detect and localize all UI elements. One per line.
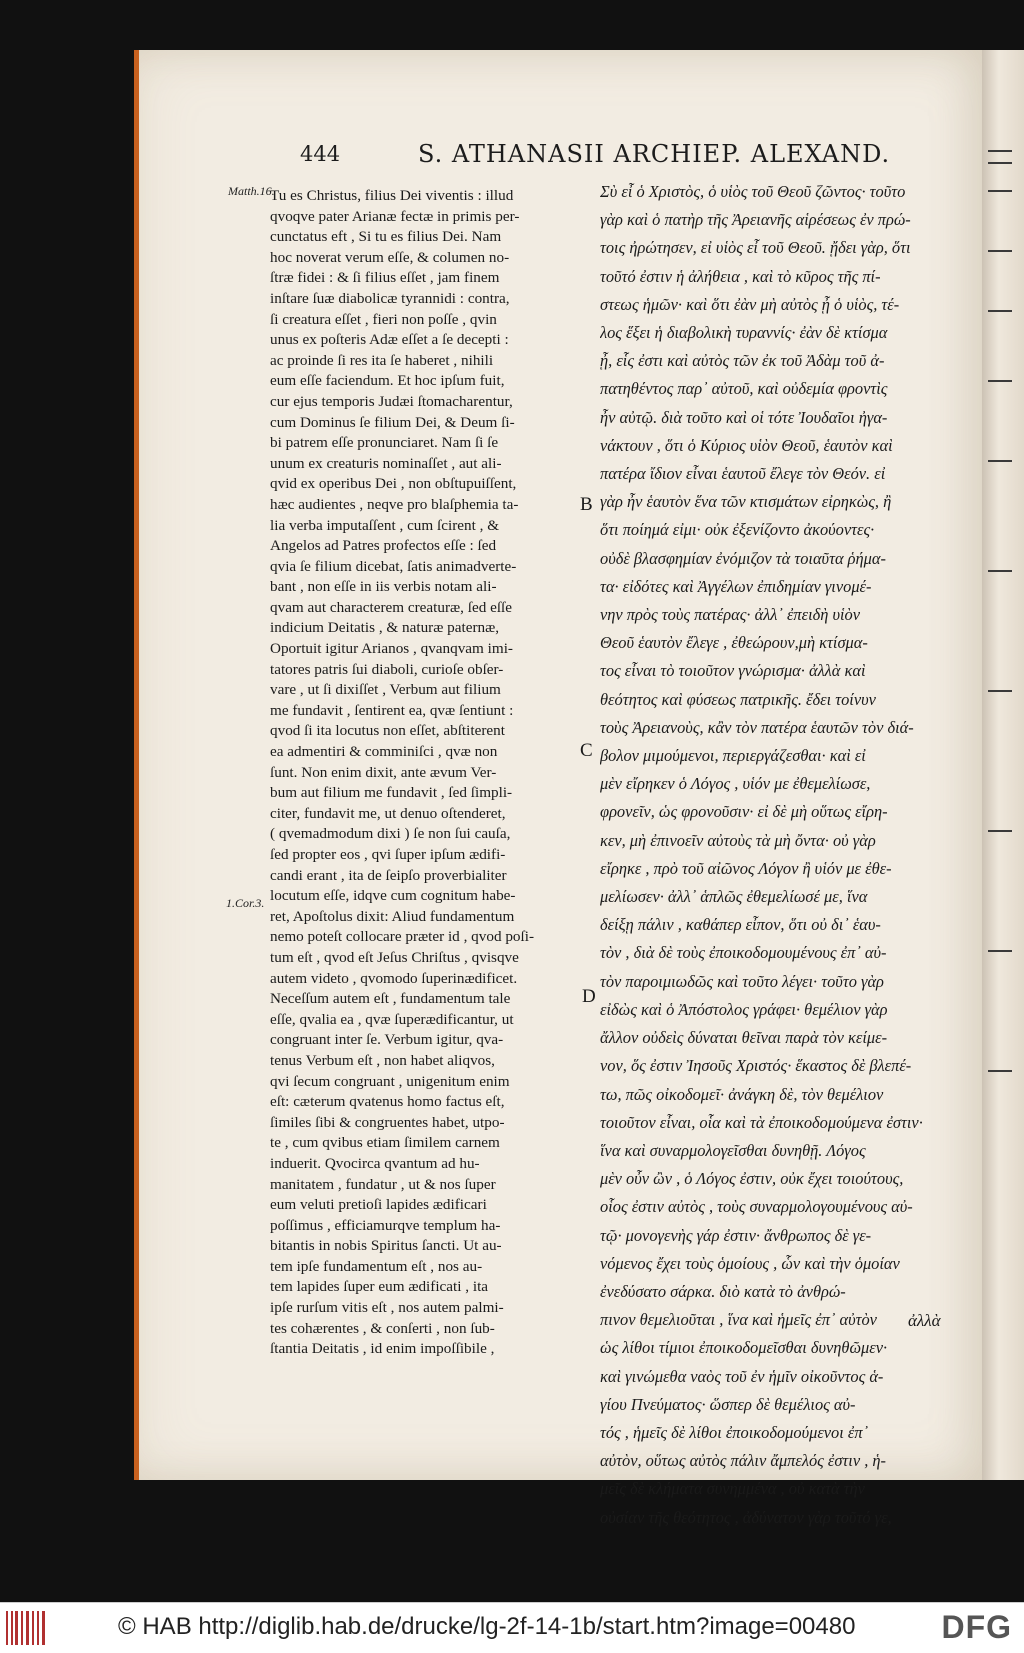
greek-text-line: τοῦτό ἐστιν ἡ ἀλήθεια , καὶ τὸ κῦρος τῆς πί- [600,266,881,286]
page-header [300,142,984,182]
latin-text-line: tatores patris ſui diaboli, curioſe obſer- [270,660,504,678]
greek-text-line: μὲν εἴρηκεν ὁ Λόγος , υἱόν με ἐθεμελίωσε, [600,774,871,794]
greek-text-line: στεως ἡμῶν· καὶ ὅτι ἐὰν μὴ αὐτὸς ᾖ ὁ υἱὸς, τέ- [600,294,900,314]
latin-text-line: ( qvemadmodum dixi ) ſe non ſui cauſa, [270,825,511,843]
greek-text-line: θεότητος καὶ φύσεως πατρικῆς. ἔδει τοίνυν [600,689,876,709]
latin-text-line: tem ipſe fundamentum eſt , nos au- [270,1257,483,1275]
latin-text-line: eum eſſe faciendum. Et hoc ipſum fuit, [270,372,505,390]
greek-text-line: νάκτουν , ὅτι ὁ Κύριος υἱὸν Θεοῦ, ἑαυτὸν καὶ [600,435,893,455]
latin-text-line: indicium Deitatis , & naturæ paternæ, [270,619,500,637]
latin-text-line: Neceſſum autem eſt , fundamentum tale [270,990,511,1008]
greek-text-line: νον, ὅς ἐστιν Ἰησοῦς Χριστός· ἕκαστος δὲ βλεπέ- [600,1056,912,1076]
latin-text-line: qvoqve pater Arianæ fectæ in primis per- [270,207,520,225]
latin-text-line: cur ejus temporis Judæi ſtomacharentur, [270,392,513,410]
greek-text-line: Σὺ εἶ ὁ Χριστὸς, ὁ υἱὸς τοῦ Θεοῦ ζῶντος· τοῦτο [600,182,906,201]
latin-text-column [270,186,582,1360]
greek-text-line: γὰρ ἦν ἑαυτὸν ἕνα τῶν κτισμάτων εἰρηκὼς, ἢ [600,492,892,512]
greek-text-line: βολον μιμούμενοι, περιεργάζεσθαι· καὶ εἰ [600,746,866,766]
greek-text-line: ὅτι ποίημά εἰμι· οὐκ ἐξενίζοντο ἀκούοντες· [600,520,875,540]
greek-text-line: ἐνεδύσατο σάρκα. διὸ κατὰ τὸ ἀνθρώ- [600,1281,846,1301]
latin-text-line: ſunt. Non enim dixit, ante ævum Ver- [270,763,497,781]
latin-text-line: bi patrem eſſe pronunciaret. Nam ſi ſe [270,434,499,452]
latin-text-line: ret, Apoſtolus dixit: Aliud fundamentum [270,907,515,925]
margin-note-matth: Matth.16. [228,184,275,198]
latin-text-line: cunctatus eft , Si tu es filius Dei. Nam [270,228,502,246]
latin-text-line: congruant inter ſe. Verbum igitur, qva- [270,1031,504,1049]
latin-text-line: ſtræ fidei : & ſi filius eſſet , jam finem [270,269,500,287]
greek-text-line: τὸν , διὰ δὲ τοὺς ἐποικοδομουμένους ἐπ᾽ αὐ- [600,943,887,963]
latin-text-line: qvi ſecum congruant , unigenitum enim [270,1072,510,1090]
latin-text-line: ſimiles ſibi & congruentes habet, utpo- [270,1113,505,1131]
latin-text-line: te , cum qvibus etiam ſimilem carnem [270,1134,500,1152]
greek-text-line: ἦν αὐτῷ. διὰ τοῦτο καὶ οἱ τότε Ἰουδαῖοι ἠγα- [600,407,888,427]
greek-text-line: δείξῃ πάλιν , καθάπερ εἶπον, ὅτι οὐ δι᾽ ἑαυ- [600,915,881,935]
footer-credit-link[interactable]: © HAB http://diglib.hab.de/drucke/lg-2f-14-1b/start.htm?image=00480 [118,1613,856,1640]
barcode-icon [6,1611,46,1645]
latin-text-line: autem videto , qvomodo ſuperinædificet. [270,969,518,987]
dfg-logo: DFG [941,1609,1012,1645]
latin-text-line: candi erant , ita de ſeipſo proverbialiter [270,866,507,884]
latin-text-line: Tu es Christus, filius Dei viventis : illud [270,187,514,204]
greek-text-line: ὡς λίθοι τίμιοι ἐποικοδομεῖσθαι δυνηθῶμεν· [600,1338,888,1358]
greek-text-line: τα· εἰδότες καὶ Ἀγγέλων ἐπιδημίαν γινομέ- [600,576,872,596]
latin-text-line: bitantis in nobis Spiritus ſancti. Ut au- [270,1237,502,1255]
greek-text-line: ἵνα καὶ συναρμολογεῖσθαι δυνηθῇ. Λόγος [600,1140,866,1160]
latin-text-line: manitatem , fundatur , ut & nos ſuper [270,1175,496,1193]
latin-text-line: hoc noverat verum eſſe, & columen no- [270,248,510,266]
page-number: 444 [300,142,341,166]
margin-note-cor: 1.Cor.3. [226,896,265,910]
greek-text-line: τοὺς Ἀρειανοὺς, κἂν τὸν πατέρα ἑαυτῶν τὸν διά- [600,717,914,737]
greek-text-line: μεῖς δὲ κλήματα συνημμένα , οὐ κατὰ τὴν [600,1479,865,1499]
greek-text-line: φρονεῖν, ὡς φρονοῦσιν· εἰ δὲ μὴ οὕτως εἴρη- [600,802,888,822]
latin-text-line: ſed propter eos , qvi ſuper ipſum ædifi- [270,846,506,863]
greek-text-line: τὸν παροιμιωδῶς καὶ τοῦτο λέγει· τοῦτο γὰρ [600,971,884,991]
greek-text-line: ἄλλον οὐδεὶς δύναται θεῖναι παρὰ τὸν κείμε- [600,1028,888,1048]
latin-text-line: eſt: cæterum qvatenus homo factus eſt, [270,1093,505,1111]
latin-text-line: citer, fundavit me, ut denuo oſtenderet, [270,804,506,822]
latin-text-line: nemo poteſt collocare præter id , qvod poſi- [270,928,535,946]
greek-text-line: μελίωσεν· ἀλλ᾽ ἁπλῶς ἐθεμελίωσέ με, ἵνα [600,887,868,907]
greek-text-line: αὐτὸν, οὕτως αὐτὸς πάλιν ἄμπελός ἐστιν , ἡ- [600,1451,887,1471]
latin-text-line: unus ex poſteris Adæ eſſet a ſe decepti : [270,331,509,349]
adjacent-page-edge [982,50,1024,1480]
latin-text-line: tenus Verbum eſt , non habet aliqvos, [270,1051,495,1069]
greek-text-line: Θεοῦ ἑαυτὸν ἔλεγε , ἐθεώρουν,μὴ κτίσμα- [600,633,868,653]
greek-text-line: νην πρὸς τοὺς πατέρας· ἀλλ᾽ ἐπειδὴ υἱὸν [600,605,861,625]
latin-text-line: qvia ſe filium dicebat, ſatis animadverte- [270,557,517,575]
greek-text-line: μὲν οὖν ὢν , ὁ Λόγος ἐστιν, οὐκ ἔχει τοιούτους, [600,1169,904,1189]
latin-text-line: tem lapides ſuper eum ædificati , ita [270,1278,489,1296]
greek-text-line: γίου Πνεύματος· ὥσπερ δὲ θεμέλιος αὐ- [600,1394,856,1414]
latin-text-line: qvid ex operibus Dei , non obſtupuiſſent, [270,475,517,493]
greek-text-line: ᾖ, εἷς ἐστι καὶ αὐτὸς τῶν ἐκ τοῦ Ἀδὰμ τοῦ ἀ- [600,351,885,371]
greek-text-line: εἴρηκε , πρὸ τοῦ αἰῶνος Λόγον ἢ υἱόν με ἐθε- [600,858,892,878]
greek-text-line: τός , ἡμεῖς δὲ λίθοι ἐποικοδομούμενοι ἐπ᾽ [600,1422,869,1442]
latin-text-line: bant , non eſſe in iis verbis notam ali- [270,578,497,596]
latin-text-line: hæc audientes , neqve pro blaſphemia ta- [270,495,519,513]
latin-text-line: eſſe, qvalia ea , qvæ ſuperædificantur, ut [270,1010,514,1028]
greek-text-line: κεν, μὴ ἐπινοεῖν αὐτοὺς τὰ μὴ ὄντα· οὐ γὰρ [600,830,876,850]
latin-text-line: ea admentiri & comminiſci , qvæ non [270,743,498,761]
latin-text-line: tes cohærentes , & conſerti , non ſub- [270,1319,495,1337]
latin-text-line: Angelos ad Patres profectos eſſe : ſed [270,537,497,555]
section-mark-c: C [580,740,593,761]
latin-text-line: qvam aut characterem creaturæ, ſed eſſe [270,598,513,616]
latin-text-line: ſtantia Deitatis , id enim impoſſibile , [270,1340,495,1358]
section-mark-b: B [580,494,593,515]
latin-text-line: cum Dominus ſe filium Dei, & Deum ſi- [270,413,515,431]
greek-text-line: τῷ· μονογενὴς γάρ ἐστιν· ἄνθρωπος δὲ γε- [600,1225,872,1245]
greek-text-line: πατηθέντος παρ᾽ αὐτοῦ, καὶ οὐδεμία φροντὶς [600,379,888,399]
latin-text-line: induerit. Qvocirca qvantum ad hu- [270,1154,480,1172]
footer-bar [0,1602,1024,1653]
latin-text-line: eum veluti pretioſi lapides ædificari [270,1196,487,1214]
greek-text-line: πινον θεμελιοῦται , ἵνα καὶ ἡμεῖς ἐπ᾽ αὐτὸν [600,1310,877,1330]
greek-text-line: τοις ἠρώτησεν, εἰ υἱὸς εἶ τοῦ Θεοῦ. ᾔδει γὰρ, ὅτι [600,238,911,258]
latin-text-line: bum aut filium me fundavit , ſed ſimpli- [270,784,513,802]
greek-text-line: οἷος ἐστιν αὐτὸς , τοὺς συναρμολογουμένους αὐ- [600,1197,913,1217]
greek-text-line: οὐσίαν τῆς θεότητος , ἀδύνατον γὰρ τοῦτό γε, [600,1507,892,1527]
latin-text-line: locutum eſſe, idqve cum cognitum habe- [270,887,516,905]
greek-text-line: γὰρ καὶ ὁ πατὴρ τῆς Ἀρειανῆς αἱρέσεως ἐν πρώ- [600,210,911,230]
latin-text-line: unum ex creaturis nominaſſet , aut ali- [270,454,502,472]
latin-text-line: tum eſt , qvod eſt Jeſus Chriſtus , qvisqve [270,948,519,966]
greek-text-line: τω, πῶς οἰκοδομεῖ· ἀνάγκη δὲ, τὸν θεμέλιον [600,1084,884,1104]
section-mark-d: D [582,986,596,1007]
latin-text-line: qvod ſi ita locutus non eſſet, abſtiterent [270,722,505,740]
latin-text-line: vare , ut ſi dixiſſet , Verbum aut filium [270,681,501,699]
greek-text-line: οὐδὲ βλασφημίαν ἐνόμιζον τὰ τοιαῦτα ῥήμα- [600,548,886,568]
greek-text-column [600,178,955,1532]
greek-text-line: καὶ γινώμεθα ναὸς τοῦ ἐν ἡμῖν οἰκοῦντος ἁ- [600,1366,884,1386]
latin-text-line: ſi creatura eſſet , fieri non poſſe , qvin [270,310,497,328]
latin-text-line: poſſimus , efficiamurqve templum ha- [270,1216,501,1234]
latin-text-line: me fundavit , ſentirent ea, qvæ ſentiunt : [270,701,514,719]
greek-text-line: νόμενος ἔχει τοὺς ὁμοίους , ὧν καὶ τὴν ὁμοίαν [600,1253,900,1273]
greek-text-line: εἰδὼς καὶ ὁ Ἀπόστολος γράφει· θεμέλιον γὰρ [600,999,888,1019]
catchword: ἀλλὰ [908,1311,941,1330]
latin-text-line: lia verba imputaſſent , cum ſcirent , & [270,516,500,534]
latin-text-line: inſtare ſuæ diabolicæ tyrannidi : contra, [270,289,510,307]
greek-text-line: πατέρα ἴδιον εἶναι ἑαυτοῦ ἔλεγε τὸν Θεόν. εἰ [600,464,886,484]
latin-text-line: ipſe rurſum vitis eſt , nos autem palmi- [270,1299,504,1317]
latin-text-line: ac proinde ſi res ita ſe haberet , nihili [270,351,494,369]
greek-text-line: τος εἶναι τὸ τοιοῦτον γνώρισμα· ἀλλὰ καὶ [600,661,866,681]
greek-text-line: λος ἕξει ἡ διαβολικὴ τυραννίς· ἐὰν δὲ κτίσμα [600,323,888,343]
running-head: S. ATHANASII ARCHIEP. ALEXAND. [418,140,891,168]
latin-text-line: Oportuit igitur Arianos , qvanqvam imi- [270,640,513,658]
greek-text-line: τοιοῦτον εἶναι, οἷα καὶ τὰ ἐποικοδομούμενα ἐστιν· [600,1112,923,1132]
